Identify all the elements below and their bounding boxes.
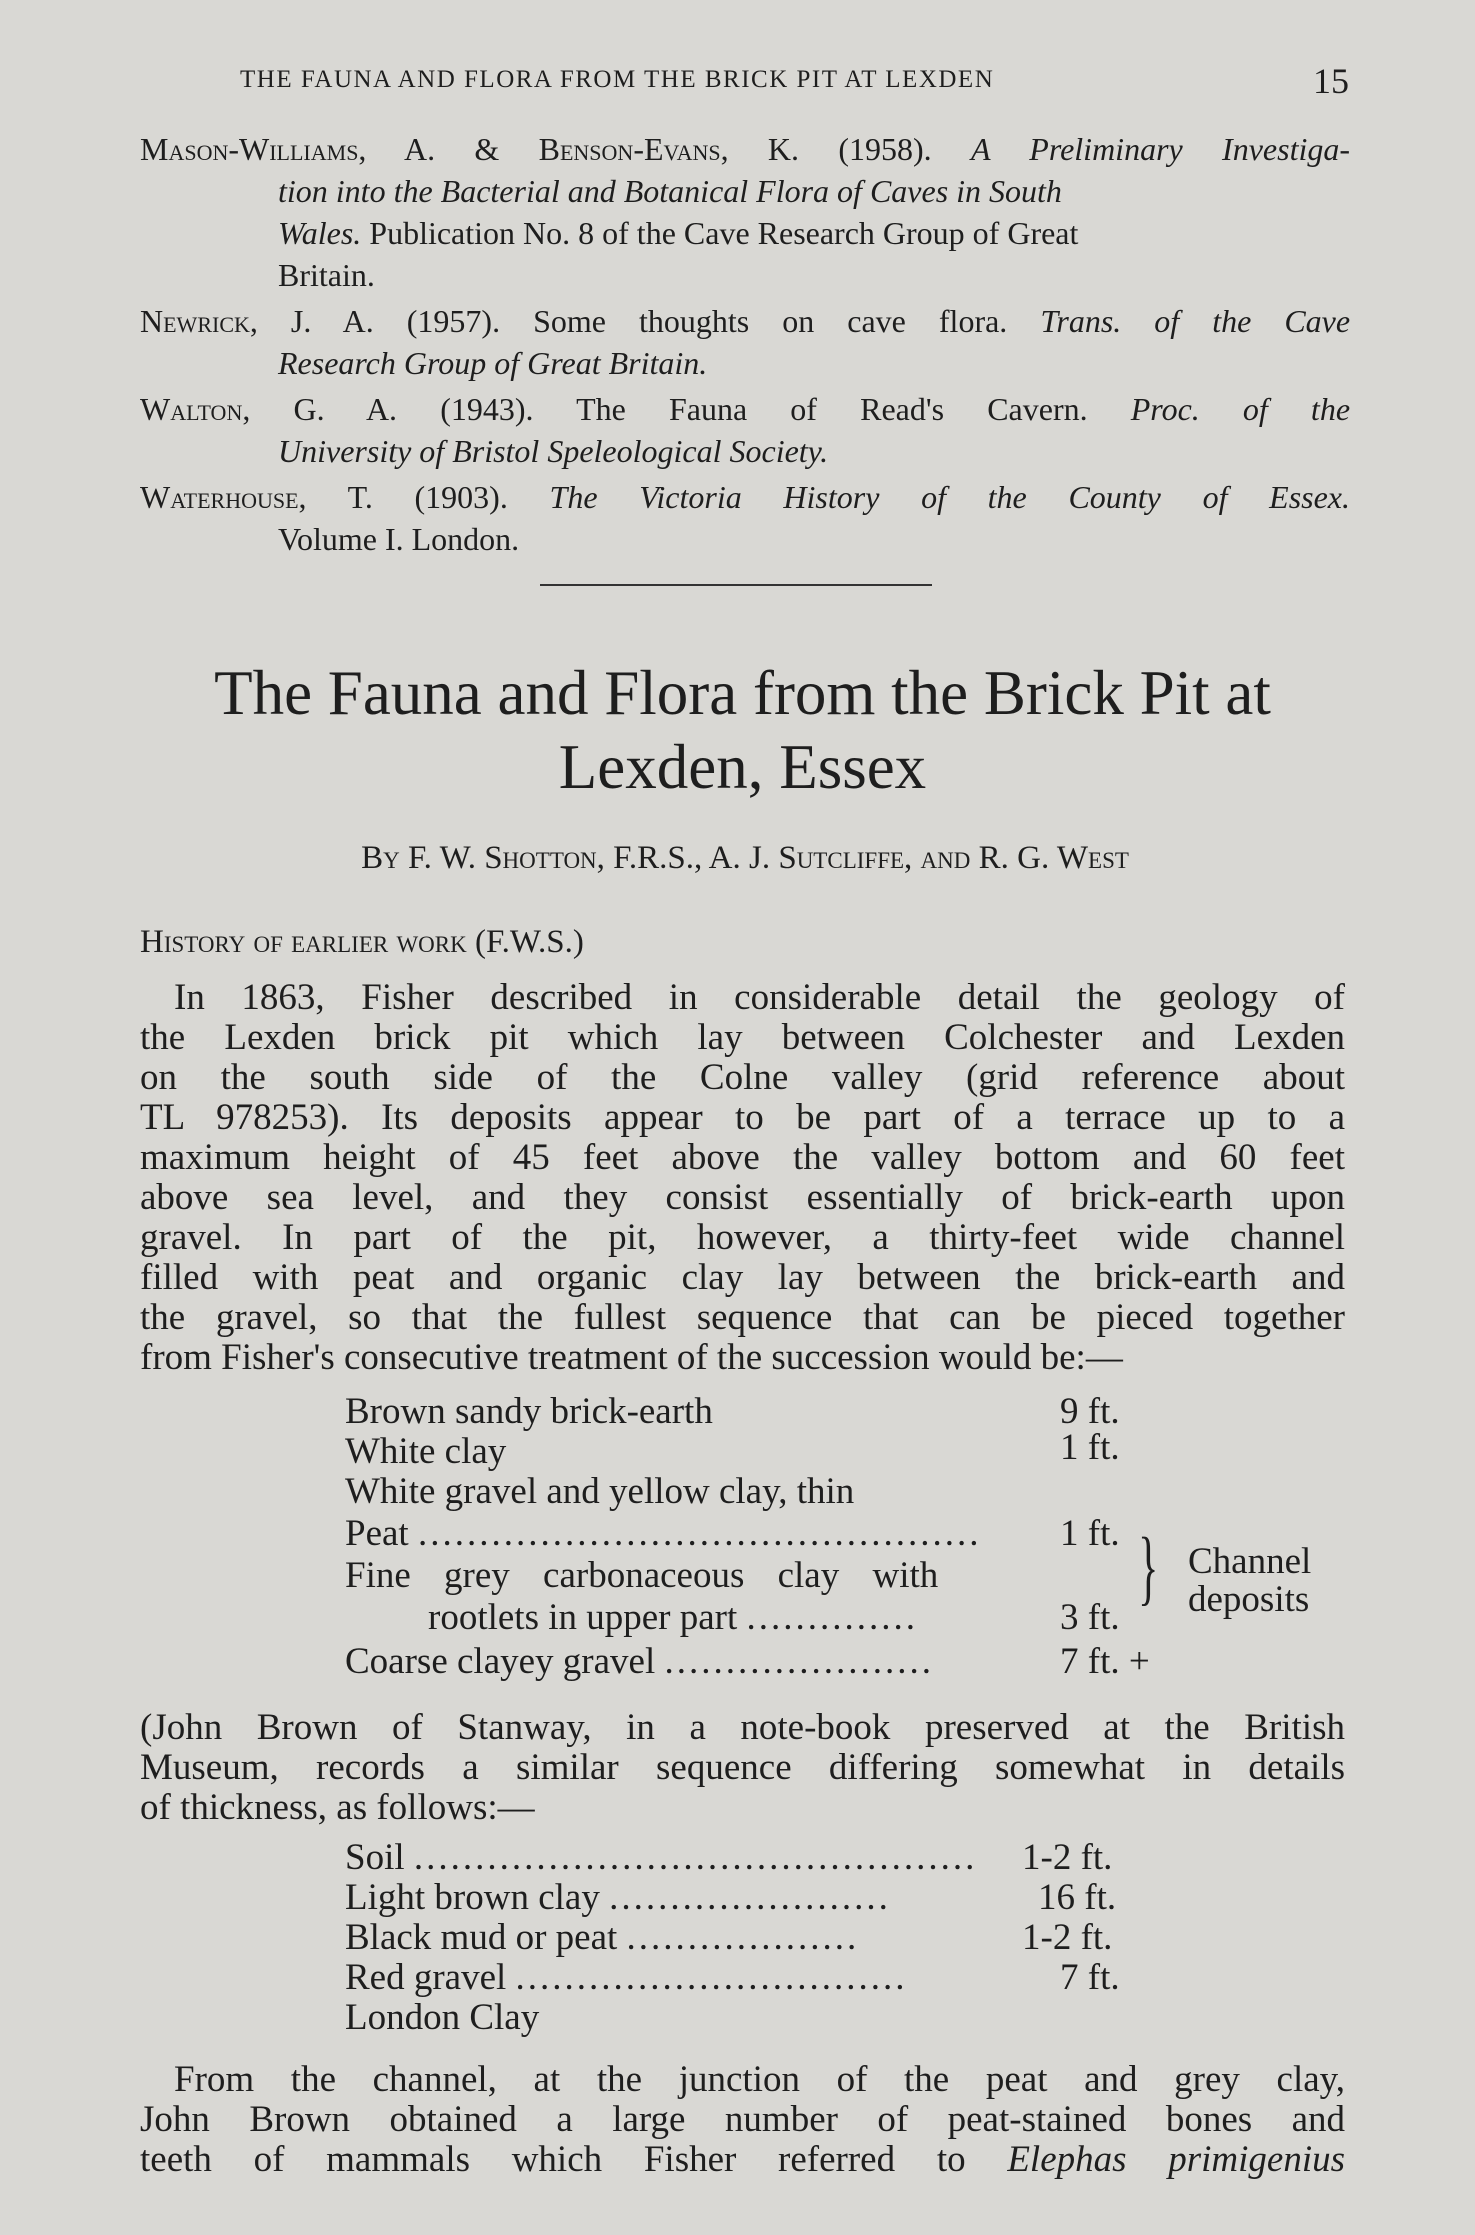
layer-thickness: 1 ft.: [1060, 1513, 1120, 1554]
reference-author: Walton, G. A.: [140, 391, 398, 427]
text-line: gravel. In part of the pit, however, a thirty-feet wide channel: [140, 1217, 1345, 1258]
layer-thickness: 16 ft.: [1038, 1877, 1117, 1918]
sequence-row: [345, 1392, 713, 1432]
reference-entry: [140, 128, 1350, 296]
article-title-line: The Fauna and Flora from the Brick Pit at: [214, 658, 1271, 728]
leader-dots: ..............: [746, 1597, 919, 1638]
text-line: From the channel, at the junction of the peat and grey clay,: [174, 2059, 1345, 2100]
leader-dots: ..............................................: [413, 1837, 978, 1878]
layer-name: rootlets in upper part: [428, 1597, 738, 1638]
reference-title: The Fauna of Read's Cavern.: [576, 391, 1088, 427]
byline: By F. W. Shotton, F.R.S., A. J. Sutcliffe, and R. G. West: [361, 840, 1129, 876]
layer-name: Brown sandy brick-earth: [345, 1391, 713, 1432]
reference-entry: [140, 388, 1350, 472]
layer-thickness: 1-2 ft.: [1022, 1917, 1113, 1958]
article-title: [130, 656, 1355, 804]
paragraph: [140, 1708, 1345, 1828]
channel-note: Channel: [1188, 1541, 1312, 1582]
references-list: [140, 128, 1350, 564]
layer-name: Fine grey carbonaceous clay with: [345, 1555, 939, 1596]
sequence-row: [345, 1878, 891, 1918]
text-line: from Fisher's consecutive treatment of the succession would be:—: [140, 1337, 1123, 1378]
leader-dots: ......................: [664, 1641, 934, 1682]
sequence-row: [345, 1432, 506, 1472]
sequence-row: [345, 1838, 977, 1878]
species-name: Elephas primigenius: [1007, 2139, 1346, 2180]
reference-author: Waterhouse, T.: [140, 479, 373, 515]
reference-journal: Trans. of the Cave: [1040, 303, 1351, 339]
sequence-row: [345, 1958, 908, 1998]
layer-name: Coarse clayey gravel: [345, 1641, 656, 1682]
reference-journal: University of Bristol Speleological Society.: [278, 433, 829, 469]
reference-entry: [140, 300, 1350, 384]
text-line: of thickness, as follows:—: [140, 1787, 535, 1828]
text-line: Museum, records a similar sequence differing somewhat in details: [140, 1747, 1345, 1788]
text-line: (John Brown of Stanway, in a note-book preserved at the British: [140, 1707, 1345, 1748]
reference-entry: [140, 476, 1350, 560]
layer-thickness: 7 ft. +: [1060, 1641, 1150, 1682]
text-line: maximum height of 45 feet above the valley bottom and 60 feet: [140, 1137, 1345, 1178]
reference-author: Newrick, J. A.: [140, 303, 374, 339]
layer-name: Light brown clay: [345, 1877, 600, 1918]
layer-name: White clay: [345, 1431, 507, 1472]
text-line: John Brown obtained a large number of peat-stained bones and: [140, 2099, 1345, 2140]
reference-title: A Preliminary Investiga-: [970, 131, 1351, 167]
reference-title: Wales.: [278, 215, 362, 251]
reference-journal: Proc. of the: [1130, 391, 1351, 427]
sequence-row: [345, 1514, 981, 1554]
text-line: filled with peat and organic clay lay between the brick-earth and: [140, 1257, 1345, 1298]
layer-thickness: 9 ft.: [1060, 1391, 1120, 1432]
text-line: In 1863, Fisher described in considerable detail the geology of: [174, 977, 1345, 1018]
layer-name: Soil: [345, 1837, 405, 1878]
reference-title: Some thoughts on cave flora.: [533, 303, 1008, 339]
running-head: THE FAUNA AND FLORA FROM THE BRICK PIT AT LEXDEN: [240, 66, 995, 93]
sequence-row: [345, 1918, 859, 1958]
reference-title: The Victoria History of the County of Essex.: [549, 479, 1350, 515]
layer-name: Black mud or peat: [345, 1917, 618, 1958]
text-fragment: teeth of mammals which Fisher referred to: [140, 2139, 966, 2180]
layer-thickness: 1 ft.: [1060, 1427, 1120, 1468]
leader-dots: ................................: [515, 1957, 908, 1998]
reference-publication: Volume I. London.: [278, 521, 520, 557]
reference-journal: Research Group of Great Britain.: [278, 345, 708, 381]
page-number: 15: [1313, 61, 1349, 101]
paragraph: [140, 978, 1345, 1378]
reference-year: (1903).: [414, 479, 508, 515]
reference-year: (1943).: [440, 391, 534, 427]
reference-year: (1958).: [838, 131, 932, 167]
channel-note: deposits: [1188, 1579, 1310, 1620]
paragraph: [140, 2060, 1345, 2180]
layer-name: London Clay: [345, 1997, 540, 2038]
text-line: on the south side of the Colne valley (grid reference about: [140, 1057, 1345, 1098]
text-line: TL 978253). Its deposits appear to be part of a terrace up to a: [140, 1097, 1345, 1138]
layer-thickness: 3 ft.: [1060, 1597, 1120, 1638]
reference-title: tion into the Bacterial and Botanical Flora of Caves in South: [278, 173, 1062, 209]
text-line: above sea level, and they consist essentially of brick-earth upon: [140, 1177, 1345, 1218]
sequence-row: [345, 1642, 934, 1682]
reference-author: Mason-Williams, A. & Benson-Evans, K.: [140, 131, 800, 167]
text-line: the Lexden brick pit which lay between Colchester and Lexden: [140, 1017, 1345, 1058]
section-heading: History of earlier work (F.W.S.): [140, 924, 584, 960]
layer-thickness: 7 ft.: [1060, 1957, 1120, 1998]
text-line: [140, 2140, 1345, 2180]
article-title-line: Lexden, Essex: [558, 732, 927, 802]
reference-year: (1957).: [406, 303, 501, 339]
layer-name: Red gravel: [345, 1957, 507, 1998]
reference-publication: Britain.: [278, 257, 375, 293]
section-divider: [540, 584, 932, 586]
curly-brace-icon: }: [1138, 1521, 1159, 1614]
leader-dots: .......................: [609, 1877, 891, 1918]
leader-dots: ...................: [626, 1917, 860, 1958]
leader-dots: ..............................................: [417, 1513, 982, 1554]
layer-thickness: 1-2 ft.: [1022, 1837, 1113, 1878]
reference-publication: Publication No. 8 of the Cave Research Group of Great: [369, 215, 1079, 251]
sequence-row: [428, 1598, 918, 1638]
layer-name: Peat: [345, 1513, 409, 1554]
text-line: the gravel, so that the fullest sequence that can be pieced together: [140, 1297, 1345, 1338]
layer-name: White gravel and yellow clay, thin: [345, 1471, 855, 1512]
